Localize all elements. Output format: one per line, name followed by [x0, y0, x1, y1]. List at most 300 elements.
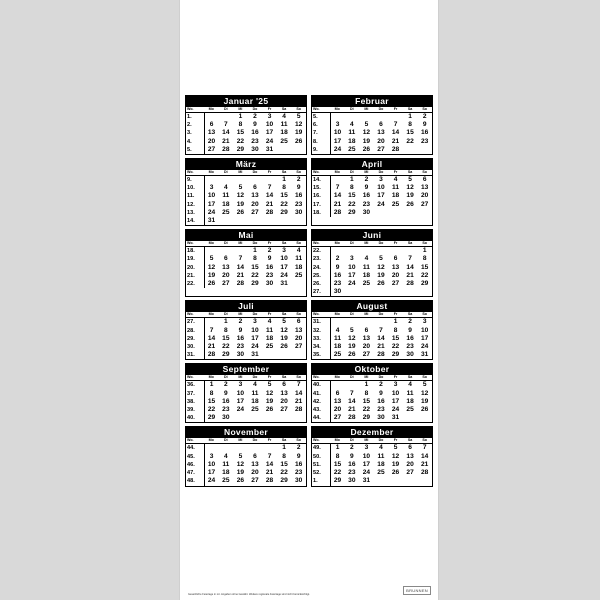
day-cell[interactable]: 26 — [421, 406, 429, 414]
day-cell[interactable]: 10 — [391, 389, 400, 397]
day-cell[interactable]: 3 — [379, 176, 383, 184]
day-cell[interactable]: 6 — [393, 255, 398, 263]
day-cell[interactable]: 12 — [406, 184, 414, 192]
day-cell[interactable]: 25 — [406, 406, 414, 414]
day-cell[interactable] — [330, 113, 345, 122]
day-cell[interactable]: 19 — [295, 129, 303, 137]
day-cell[interactable]: 15 — [280, 460, 288, 468]
day-cell[interactable]: 21 — [348, 406, 356, 414]
day-cell[interactable]: 10 — [280, 255, 288, 263]
day-cell[interactable]: 4 — [296, 247, 301, 255]
day-cell[interactable]: 16 — [362, 192, 371, 200]
day-cell[interactable] — [374, 113, 389, 122]
day-cell[interactable]: 29 — [421, 280, 429, 288]
day-cell[interactable]: 7 — [224, 121, 228, 129]
day-cell[interactable] — [388, 247, 403, 256]
day-cell[interactable]: 29 — [280, 477, 288, 485]
day-cell[interactable] — [219, 176, 234, 185]
day-cell[interactable] — [388, 209, 403, 217]
day-cell[interactable]: 23 — [348, 469, 356, 477]
day-cell[interactable]: 7 — [422, 444, 427, 452]
day-cell[interactable]: 2 — [296, 176, 301, 184]
day-cell[interactable]: 16 — [421, 129, 429, 137]
day-cell[interactable]: 15 — [333, 460, 342, 468]
day-cell[interactable]: 25 — [280, 137, 288, 145]
day-cell[interactable]: 8 — [364, 389, 369, 397]
day-cell[interactable]: 10 — [251, 326, 259, 334]
day-cell[interactable]: 17 — [207, 469, 216, 477]
day-cell[interactable]: 6 — [335, 389, 340, 397]
day-cell[interactable]: 12 — [421, 389, 429, 397]
day-cell[interactable] — [219, 247, 234, 256]
day-cell[interactable]: 22 — [362, 406, 371, 414]
day-cell[interactable]: 7 — [335, 184, 340, 192]
day-cell[interactable]: 29 — [348, 208, 356, 216]
day-cell[interactable]: 2 — [364, 176, 369, 184]
day-cell[interactable]: 8 — [224, 326, 228, 334]
day-cell[interactable]: 4 — [393, 176, 398, 184]
day-cell[interactable]: 23 — [251, 137, 259, 145]
day-cell[interactable]: 10 — [421, 326, 429, 334]
day-cell[interactable]: 28 — [207, 351, 216, 359]
day-cell[interactable]: 15 — [236, 129, 245, 137]
day-cell[interactable]: 8 — [238, 121, 243, 129]
day-cell[interactable]: 24 — [207, 477, 216, 485]
day-cell[interactable]: 7 — [379, 326, 383, 334]
day-cell[interactable]: 25 — [222, 208, 230, 216]
day-cell[interactable]: 3 — [267, 113, 272, 120]
day-cell[interactable]: 18 — [222, 469, 230, 477]
day-cell[interactable]: 17 — [236, 397, 245, 405]
day-cell[interactable]: 6 — [408, 444, 412, 452]
day-cell[interactable]: 1 — [209, 381, 214, 389]
day-cell[interactable]: 28 — [333, 208, 342, 216]
day-cell[interactable]: 3 — [253, 318, 257, 326]
day-cell[interactable]: 4 — [408, 381, 412, 389]
day-cell[interactable]: 9 — [350, 452, 354, 460]
day-cell[interactable]: 17 — [421, 334, 429, 342]
day-cell[interactable]: 25 — [251, 406, 259, 414]
day-cell[interactable]: 6 — [253, 452, 257, 460]
day-cell[interactable]: 12 — [265, 389, 274, 397]
day-cell[interactable] — [233, 444, 248, 453]
day-cell[interactable]: 19 — [265, 397, 274, 405]
day-cell[interactable] — [291, 414, 306, 422]
day-cell[interactable]: 28 — [265, 477, 274, 485]
day-cell[interactable]: 9 — [379, 389, 383, 397]
day-cell[interactable]: 8 — [282, 184, 286, 192]
day-cell[interactable]: 31 — [362, 477, 371, 485]
day-cell[interactable]: 1 — [393, 318, 398, 326]
day-cell[interactable]: 14 — [348, 397, 356, 405]
day-cell[interactable]: 2 — [408, 318, 412, 326]
day-cell[interactable]: 30 — [348, 477, 356, 485]
day-cell[interactable]: 26 — [236, 477, 245, 485]
day-cell[interactable]: 30 — [236, 351, 245, 359]
day-cell[interactable]: 27 — [222, 280, 230, 288]
day-cell[interactable] — [345, 247, 360, 256]
day-cell[interactable]: 30 — [251, 145, 259, 153]
day-cell[interactable]: 8 — [253, 255, 257, 263]
day-cell[interactable] — [374, 209, 389, 217]
day-cell[interactable]: 18 — [391, 192, 400, 200]
day-cell[interactable] — [403, 414, 418, 422]
day-cell[interactable] — [359, 113, 374, 122]
day-cell[interactable]: 26 — [295, 137, 303, 145]
day-cell[interactable]: 27 — [406, 469, 414, 477]
day-cell[interactable]: 17 — [265, 129, 274, 137]
day-cell[interactable]: 17 — [348, 271, 356, 279]
day-cell[interactable]: 31 — [391, 414, 400, 422]
day-cell[interactable]: 7 — [393, 121, 398, 129]
day-cell[interactable]: 13 — [251, 192, 259, 200]
day-cell[interactable]: 25 — [222, 477, 230, 485]
day-cell[interactable] — [403, 247, 418, 256]
day-cell[interactable]: 27 — [207, 145, 216, 153]
day-cell[interactable]: 25 — [377, 469, 385, 477]
day-cell[interactable] — [204, 113, 219, 122]
day-cell[interactable]: 11 — [334, 334, 342, 342]
day-cell[interactable] — [291, 351, 306, 359]
day-cell[interactable]: 13 — [406, 452, 414, 460]
day-cell[interactable]: 24 — [207, 208, 216, 216]
day-cell[interactable]: 23 — [333, 280, 342, 288]
day-cell[interactable]: 6 — [282, 381, 286, 389]
day-cell[interactable]: 9 — [238, 326, 243, 334]
day-cell[interactable]: 4 — [282, 113, 286, 120]
day-cell[interactable] — [403, 288, 418, 296]
day-cell[interactable]: 13 — [295, 326, 303, 334]
day-cell[interactable]: 14 — [265, 460, 274, 468]
day-cell[interactable]: 14 — [236, 263, 245, 271]
day-cell[interactable]: 30 — [295, 477, 303, 485]
day-cell[interactable]: 28 — [295, 406, 303, 414]
day-cell[interactable] — [417, 414, 432, 422]
day-cell[interactable]: 4 — [379, 444, 383, 452]
day-cell[interactable]: 28 — [222, 145, 230, 153]
day-cell[interactable]: 7 — [209, 326, 214, 334]
day-cell[interactable]: 8 — [282, 452, 286, 460]
day-cell[interactable]: 17 — [362, 460, 371, 468]
day-cell[interactable]: 1 — [408, 113, 412, 120]
day-cell[interactable] — [262, 217, 277, 225]
day-cell[interactable]: 14 — [265, 192, 274, 200]
day-cell[interactable] — [330, 381, 345, 390]
day-cell[interactable] — [345, 381, 360, 390]
day-cell[interactable]: 23 — [362, 200, 371, 208]
day-cell[interactable]: 14 — [377, 334, 385, 342]
day-cell[interactable] — [204, 318, 219, 327]
day-cell[interactable]: 27 — [251, 477, 259, 485]
day-cell[interactable]: 8 — [408, 121, 412, 129]
day-cell[interactable]: 28 — [391, 145, 400, 153]
day-cell[interactable]: 18 — [406, 397, 414, 405]
day-cell[interactable]: 30 — [333, 288, 342, 296]
day-cell[interactable] — [330, 247, 345, 256]
day-cell[interactable] — [330, 318, 345, 327]
day-cell[interactable] — [204, 247, 219, 256]
day-cell[interactable]: 29 — [207, 414, 216, 422]
day-cell[interactable]: 20 — [222, 271, 230, 279]
day-cell[interactable]: 22 — [222, 343, 230, 351]
day-cell[interactable]: 24 — [280, 271, 288, 279]
day-cell[interactable]: 22 — [348, 200, 356, 208]
day-cell[interactable]: 15 — [207, 397, 216, 405]
day-cell[interactable]: 22 — [280, 200, 288, 208]
day-cell[interactable]: 10 — [236, 389, 245, 397]
day-cell[interactable]: 14 — [333, 192, 342, 200]
day-cell[interactable]: 28 — [348, 414, 356, 422]
day-cell[interactable]: 10 — [207, 192, 216, 200]
day-cell[interactable]: 17 — [251, 334, 259, 342]
day-cell[interactable] — [248, 217, 263, 225]
day-cell[interactable]: 5 — [408, 176, 412, 184]
day-cell[interactable]: 26 — [391, 469, 400, 477]
day-cell[interactable] — [262, 351, 277, 359]
day-cell[interactable] — [233, 217, 248, 225]
day-cell[interactable]: 15 — [280, 192, 288, 200]
day-cell[interactable]: 6 — [209, 121, 214, 129]
day-cell[interactable]: 23 — [265, 271, 274, 279]
day-cell[interactable]: 5 — [267, 381, 272, 389]
day-cell[interactable]: 27 — [377, 145, 385, 153]
day-cell[interactable]: 30 — [362, 208, 371, 216]
day-cell[interactable]: 7 — [267, 452, 272, 460]
day-cell[interactable]: 10 — [207, 460, 216, 468]
day-cell[interactable]: 21 — [222, 137, 230, 145]
day-cell[interactable]: 19 — [348, 343, 356, 351]
day-cell[interactable] — [248, 414, 263, 422]
day-cell[interactable]: 19 — [207, 271, 216, 279]
day-cell[interactable]: 17 — [207, 200, 216, 208]
day-cell[interactable] — [277, 217, 292, 225]
day-cell[interactable]: 23 — [295, 469, 303, 477]
day-cell[interactable] — [417, 209, 432, 217]
day-cell[interactable]: 24 — [391, 406, 400, 414]
day-cell[interactable]: 12 — [295, 121, 303, 129]
day-cell[interactable]: 11 — [222, 460, 230, 468]
day-cell[interactable]: 16 — [406, 334, 414, 342]
day-cell[interactable]: 5 — [350, 326, 354, 334]
day-cell[interactable]: 28 — [377, 351, 385, 359]
day-cell[interactable]: 10 — [265, 121, 274, 129]
day-cell[interactable]: 14 — [295, 389, 303, 397]
day-cell[interactable]: 20 — [251, 469, 259, 477]
day-cell[interactable]: 26 — [207, 280, 216, 288]
day-cell[interactable] — [388, 477, 403, 485]
day-cell[interactable]: 25 — [391, 200, 400, 208]
day-cell[interactable]: 11 — [362, 263, 370, 271]
day-cell[interactable] — [233, 247, 248, 256]
day-cell[interactable]: 18 — [348, 137, 356, 145]
day-cell[interactable] — [330, 176, 345, 185]
day-cell[interactable]: 14 — [406, 263, 414, 271]
day-cell[interactable]: 18 — [251, 397, 259, 405]
day-cell[interactable] — [262, 414, 277, 422]
day-cell[interactable]: 11 — [392, 184, 400, 192]
day-cell[interactable]: 1 — [422, 247, 427, 255]
day-cell[interactable]: 21 — [333, 200, 342, 208]
day-cell[interactable] — [291, 280, 306, 288]
day-cell[interactable] — [374, 247, 389, 256]
day-cell[interactable]: 1 — [282, 176, 286, 184]
day-cell[interactable]: 29 — [222, 351, 230, 359]
day-cell[interactable]: 27 — [421, 200, 429, 208]
day-cell[interactable]: 21 — [406, 271, 414, 279]
day-cell[interactable]: 1 — [238, 113, 243, 120]
day-cell[interactable]: 28 — [406, 280, 414, 288]
day-cell[interactable]: 20 — [207, 137, 216, 145]
day-cell[interactable]: 3 — [335, 121, 340, 129]
day-cell[interactable]: 7 — [296, 381, 301, 389]
day-cell[interactable] — [262, 444, 277, 453]
day-cell[interactable]: 30 — [265, 280, 274, 288]
day-cell[interactable]: 12 — [377, 263, 385, 271]
day-cell[interactable]: 26 — [377, 280, 385, 288]
day-cell[interactable] — [248, 444, 263, 453]
day-cell[interactable] — [248, 176, 263, 185]
day-cell[interactable]: 12 — [236, 460, 245, 468]
day-cell[interactable]: 10 — [348, 263, 356, 271]
day-cell[interactable]: 27 — [333, 414, 342, 422]
day-cell[interactable]: 12 — [236, 192, 245, 200]
day-cell[interactable]: 13 — [377, 129, 385, 137]
day-cell[interactable]: 30 — [406, 351, 414, 359]
day-cell[interactable]: 13 — [251, 460, 259, 468]
day-cell[interactable]: 10 — [362, 452, 371, 460]
day-cell[interactable] — [374, 288, 389, 296]
day-cell[interactable]: 11 — [348, 129, 356, 137]
day-cell[interactable] — [374, 477, 389, 485]
day-cell[interactable]: 12 — [280, 326, 288, 334]
day-cell[interactable] — [204, 444, 219, 453]
day-cell[interactable] — [359, 318, 374, 327]
day-cell[interactable] — [233, 414, 248, 422]
day-cell[interactable]: 12 — [348, 334, 356, 342]
day-cell[interactable]: 12 — [391, 452, 400, 460]
day-cell[interactable]: 4 — [267, 318, 272, 326]
day-cell[interactable]: 19 — [362, 137, 371, 145]
day-cell[interactable]: 21 — [377, 343, 385, 351]
day-cell[interactable] — [233, 176, 248, 185]
day-cell[interactable]: 20 — [295, 334, 303, 342]
day-cell[interactable]: 11 — [251, 389, 259, 397]
day-cell[interactable]: 23 — [377, 406, 385, 414]
day-cell[interactable]: 20 — [421, 192, 429, 200]
day-cell[interactable] — [204, 176, 219, 185]
day-cell[interactable]: 7 — [350, 389, 354, 397]
day-cell[interactable]: 8 — [422, 255, 427, 263]
day-cell[interactable]: 3 — [209, 184, 214, 192]
day-cell[interactable]: 15 — [391, 334, 400, 342]
day-cell[interactable]: 3 — [238, 381, 243, 389]
day-cell[interactable] — [388, 288, 403, 296]
day-cell[interactable]: 24 — [265, 137, 274, 145]
day-cell[interactable]: 11 — [266, 326, 274, 334]
day-cell[interactable]: 26 — [280, 343, 288, 351]
day-cell[interactable]: 3 — [393, 381, 398, 389]
day-cell[interactable]: 20 — [391, 271, 400, 279]
day-cell[interactable]: 18 — [362, 271, 371, 279]
day-cell[interactable]: 15 — [348, 192, 356, 200]
day-cell[interactable]: 15 — [222, 334, 230, 342]
day-cell[interactable]: 3 — [364, 444, 369, 452]
day-cell[interactable] — [403, 209, 418, 217]
day-cell[interactable]: 20 — [280, 397, 288, 405]
day-cell[interactable]: 15 — [362, 397, 371, 405]
day-cell[interactable]: 5 — [393, 444, 398, 452]
day-cell[interactable]: 29 — [362, 414, 371, 422]
day-cell[interactable]: 5 — [238, 184, 243, 192]
day-cell[interactable]: 31 — [251, 351, 259, 359]
day-cell[interactable] — [291, 217, 306, 225]
day-cell[interactable]: 20 — [377, 137, 385, 145]
day-cell[interactable] — [345, 113, 360, 122]
day-cell[interactable]: 30 — [295, 208, 303, 216]
day-cell[interactable]: 18 — [377, 460, 385, 468]
day-cell[interactable]: 11 — [295, 255, 303, 263]
day-cell[interactable]: 6 — [379, 121, 383, 129]
day-cell[interactable]: 22 — [406, 137, 414, 145]
day-cell[interactable]: 24 — [348, 280, 356, 288]
day-cell[interactable]: 23 — [421, 137, 429, 145]
day-cell[interactable]: 29 — [333, 477, 342, 485]
day-cell[interactable]: 7 — [267, 184, 272, 192]
day-cell[interactable]: 4 — [253, 381, 257, 389]
day-cell[interactable]: 18 — [265, 334, 274, 342]
day-cell[interactable]: 24 — [362, 469, 371, 477]
day-cell[interactable]: 23 — [406, 343, 414, 351]
day-cell[interactable]: 28 — [236, 280, 245, 288]
day-cell[interactable] — [374, 318, 389, 327]
day-cell[interactable]: 30 — [377, 414, 385, 422]
day-cell[interactable]: 5 — [296, 113, 301, 120]
day-cell[interactable]: 31 — [265, 145, 274, 153]
day-cell[interactable]: 6 — [253, 184, 257, 192]
day-cell[interactable]: 27 — [295, 343, 303, 351]
day-cell[interactable]: 17 — [377, 192, 385, 200]
day-cell[interactable]: 1 — [350, 176, 354, 184]
day-cell[interactable]: 5 — [238, 452, 243, 460]
day-cell[interactable]: 14 — [222, 129, 230, 137]
day-cell[interactable]: 10 — [377, 184, 385, 192]
day-cell[interactable]: 15 — [251, 263, 259, 271]
day-cell[interactable]: 20 — [362, 343, 371, 351]
day-cell[interactable]: 26 — [406, 200, 414, 208]
day-cell[interactable]: 30 — [222, 414, 230, 422]
day-cell[interactable]: 14 — [421, 452, 429, 460]
day-cell[interactable]: 2 — [335, 255, 340, 263]
day-cell[interactable]: 8 — [335, 452, 340, 460]
day-cell[interactable]: 5 — [422, 381, 427, 389]
day-cell[interactable]: 2 — [238, 318, 243, 326]
day-cell[interactable]: 10 — [333, 129, 342, 137]
day-cell[interactable]: 14 — [207, 334, 216, 342]
day-cell[interactable]: 2 — [379, 381, 383, 389]
day-cell[interactable]: 2 — [350, 444, 354, 452]
day-cell[interactable]: 5 — [209, 255, 214, 263]
day-cell[interactable] — [219, 113, 234, 122]
day-cell[interactable]: 6 — [422, 176, 427, 184]
day-cell[interactable]: 20 — [333, 406, 342, 414]
day-cell[interactable]: 13 — [222, 263, 230, 271]
day-cell[interactable]: 19 — [391, 460, 400, 468]
day-cell[interactable]: 14 — [391, 129, 400, 137]
day-cell[interactable]: 28 — [421, 469, 429, 477]
day-cell[interactable]: 24 — [333, 145, 342, 153]
day-cell[interactable]: 23 — [222, 406, 230, 414]
day-cell[interactable]: 9 — [335, 263, 340, 271]
